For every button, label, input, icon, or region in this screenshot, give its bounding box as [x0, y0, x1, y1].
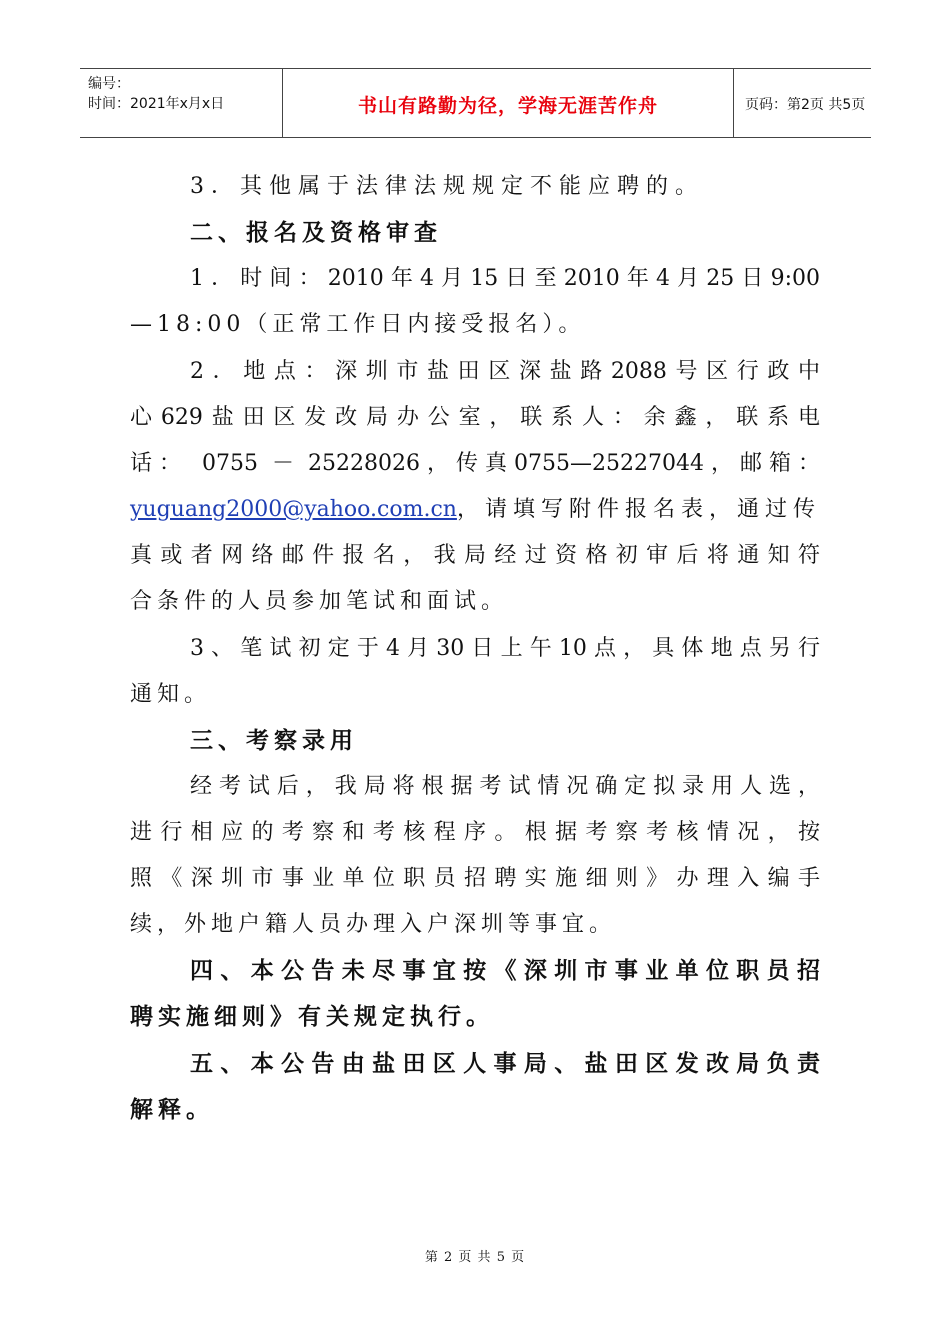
header-page-label: 页码：第2页 共5页 [745, 97, 866, 113]
doc-number-label: 编号： [88, 76, 130, 92]
header-page-cell [733, 69, 871, 137]
section-heading-5-line-1: 五、本公告由盐田区人事局、盐田区发改局负责 [190, 1051, 820, 1077]
registration-email-rest: ，请填写附件报名表，通过传 [456, 497, 821, 522]
registration-location-line-2: 心629盐田区发改局办公室，联系人：余鑫，联系电 [130, 405, 820, 430]
header-motto: 书山有路勤为径，学海无涯苦作舟 [357, 95, 658, 117]
header-table [80, 68, 871, 138]
section-heading-4-line-2: 聘实施细则》有关规定执行。 [130, 1004, 494, 1030]
registration-email-line [130, 495, 820, 525]
section-heading-3: 三、考察录用 [190, 728, 358, 754]
doc-time-label: 时间：2021年x月x日 [88, 96, 225, 112]
registration-time-line-2: —18:00（正常工作日内接受报名）。 [130, 312, 586, 337]
registration-time-line-1: 1．时间：2010年4月15日至2010年4月25日9:00 [190, 266, 820, 291]
section-heading-2: 二、报名及资格审查 [190, 220, 442, 246]
section-heading-4-line-1: 四、本公告未尽事宜按《深圳市事业单位职员招 [190, 958, 820, 984]
page-footer: 第 2 页 共 5 页 [424, 1250, 526, 1265]
hiring-line-1: 经考试后，我局将根据考试情况确定拟录用人选， [190, 774, 820, 799]
written-test-line-1: 3、笔试初定于4月30日上午10点，具体地点另行 [190, 636, 820, 661]
hiring-line-2: 进行相应的考察和考核程序。根据考察考核情况，按 [130, 820, 820, 845]
section-heading-5-line-2: 解释。 [130, 1097, 214, 1123]
email-link[interactable]: yuguang2000@yahoo.com.cn [130, 497, 457, 522]
item-3-ineligible: 3．其他属于法律法规规定不能应聘的。 [190, 174, 704, 199]
registration-method-line: 真或者网络邮件报名，我局经过资格初审后将通知符 [130, 543, 820, 568]
written-test-line-2: 通知。 [130, 682, 212, 707]
registration-result-line: 合条件的人员参加笔试和面试。 [130, 589, 509, 614]
header-motto-cell [282, 69, 734, 137]
header-info-cell [80, 69, 282, 137]
registration-contact-line: 话： 0755 － 25228026，传真0755—25227044，邮箱： [130, 451, 820, 476]
registration-location-line-1: 2．地点：深圳市盐田区深盐路2088号区行政中 [190, 359, 820, 384]
hiring-line-3: 照《深圳市事业单位职员招聘实施细则》办理入编手 [130, 866, 820, 891]
hiring-line-4: 续，外地户籍人员办理入户深圳等事宜。 [130, 912, 617, 937]
